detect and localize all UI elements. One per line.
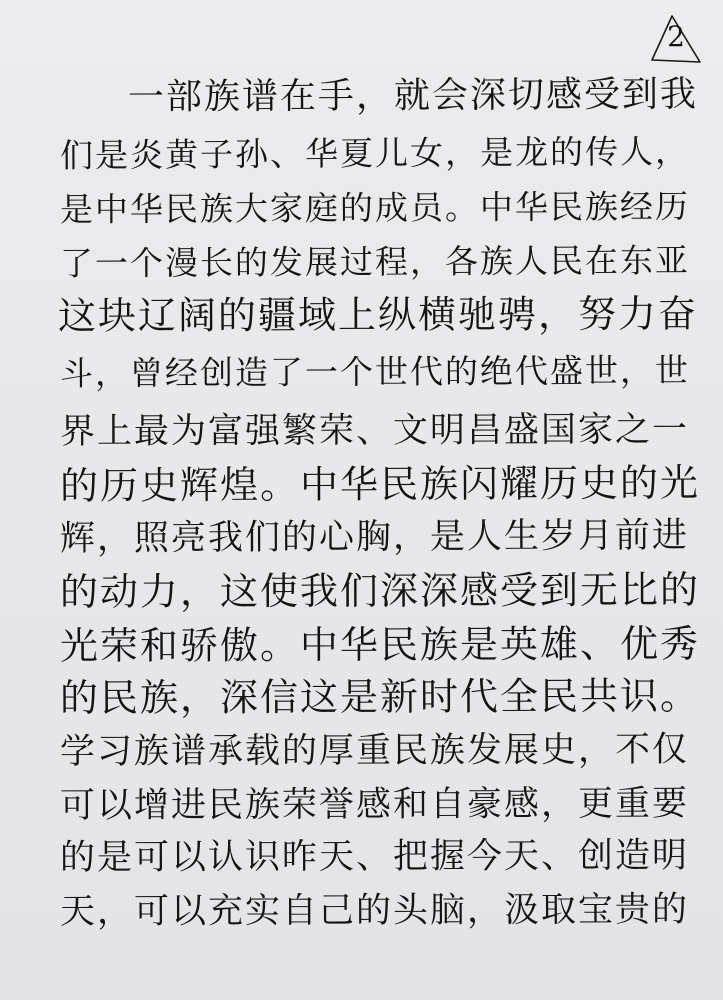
text-line: 界上最为富强繁荣、文明昌盛国家之一 [59,409,690,452]
text-line: 光荣和骄傲。中华民族是英雄、优秀 [59,621,701,668]
text-line: 的动力，这使我们深深感受到无比的 [59,567,701,614]
text-line: 的是可以认识昨天、把握今天、创造明 [59,835,690,878]
page-number-text: 2 [667,20,685,53]
text-line: 的历史辉煌。中华民族闪耀历史的光 [59,460,701,508]
text-line: 了一个漫长的发展过程，各族人民在东亚 [59,240,691,283]
text-line: 斗，曾经创造了一个世代的绝代盛世，世 [59,350,691,393]
text-line: 的民族，深信这是新时代全民共识。 [59,673,701,720]
text-line: 辉，照亮我们的心胸，是人生岁月前进 [59,515,690,559]
text-line: 天，可以充实自己的头脑，汲取宝贵的 [59,889,690,932]
text-line: 一部族谱在手，就会深切感受到我 [127,74,699,118]
text-line: 学习族谱承载的厚重民族发展史，不仅 [59,729,690,772]
text-line: 可以增进民族荣誉感和自豪感，更重要 [59,783,690,826]
text-line: 是中华民族大家庭的成员。中华民族经历 [59,186,691,229]
text-line: 这块辽阔的疆域上纵横驰骋，努力奋 [57,291,699,338]
text-line: 们是炎黄子孙、华夏儿女，是龙的传人， [59,131,691,175]
